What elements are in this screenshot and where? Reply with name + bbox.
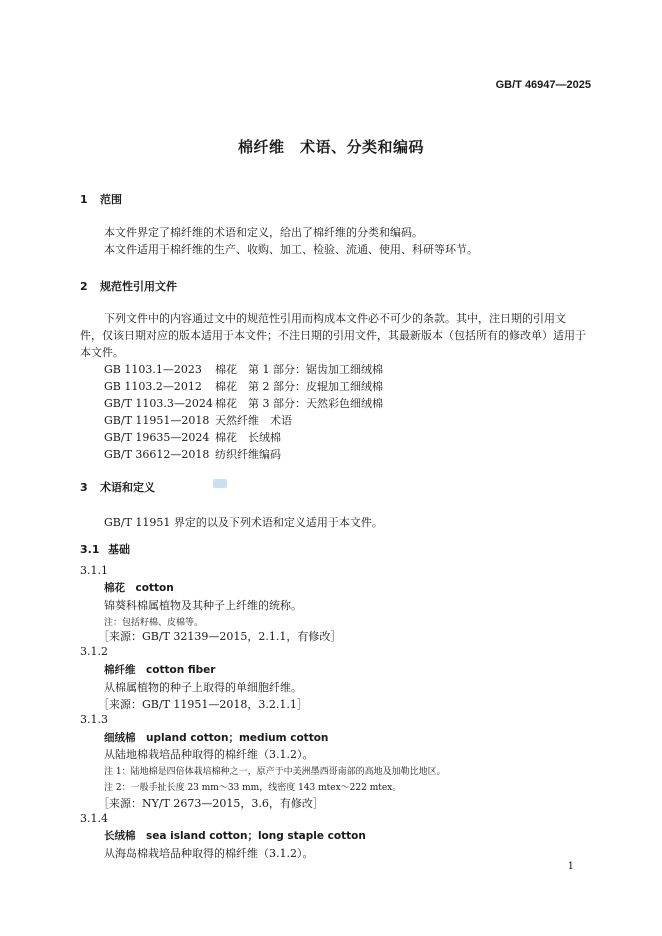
subsection-number: 3.1	[80, 543, 100, 556]
subsection-3-1-heading	[80, 541, 130, 557]
term-number: 3.1.3	[80, 713, 108, 726]
document-title: 棉纤维 术语、分类和编码	[237, 138, 424, 156]
reference-code: GB/T 11951—2018	[104, 414, 210, 427]
reference-item	[104, 378, 383, 394]
references-intro-line-2: 件，仅该日期对应的版本适用于本文件；不注日期的引用文件，其最新版本（包括所有的修改单）适用于	[80, 329, 586, 342]
reference-item	[104, 361, 383, 377]
reference-code: GB 1103.1—2023	[104, 363, 202, 376]
term-definition: 锦葵科棉属植物及其种子上纤维的统称。	[104, 599, 302, 612]
subsection-title: 基础	[108, 543, 130, 556]
term-note: 注 2：一般手扯长度 23 mm～33 mm，线密度 143 mtex～222 mtex。	[104, 783, 402, 793]
term-source: ［来源：GB/T 32139—2015，2.1.1，有修改］	[98, 630, 342, 643]
term-heading: 长绒棉 sea island cotton；long staple cotton	[104, 830, 366, 842]
references-intro-line-1: 下列文件中的内容通过文中的规范性引用而构成本文件必不可少的条款。其中，注日期的引用文	[104, 312, 566, 325]
section-3-heading	[80, 479, 155, 495]
reference-title: 纺织纤维编码	[215, 448, 281, 461]
reference-item	[104, 395, 383, 411]
section-number: 1	[80, 193, 88, 206]
term-heading: 细绒棉 upland cotton；medium cotton	[104, 732, 329, 744]
standard-code: GB/T 46947—2025	[495, 79, 591, 91]
section-number: 3	[80, 481, 88, 494]
reference-item	[104, 446, 281, 462]
scope-paragraph-1: 本文件界定了棉纤维的术语和定义，给出了棉纤维的分类和编码。	[104, 226, 423, 239]
term-note: 注 1：陆地棉是四倍体栽培棉种之一，原产于中美洲墨西哥南部的高地及加勒比地区。	[104, 767, 446, 777]
term-number: 3.1.2	[80, 645, 108, 658]
reference-title: 棉花 第 1 部分：锯齿加工细绒棉	[215, 363, 383, 376]
reference-code: GB/T 36612—2018	[104, 448, 210, 461]
reference-code: GB/T 1103.3—2024	[104, 397, 213, 410]
reference-title: 棉花 长绒棉	[215, 431, 281, 444]
section-title: 范围	[100, 193, 122, 206]
terms-intro: GB/T 11951 界定的以及下列术语和定义适用于本文件。	[104, 516, 383, 529]
term-definition: 从棉属植物的种子上取得的单细胞纤维。	[104, 681, 302, 694]
term-heading: 棉纤维 cotton fiber	[104, 664, 216, 676]
term-definition: 从海岛棉栽培品种取得的棉纤维（3.1.2）。	[104, 847, 314, 860]
scope-paragraph-2: 本文件适用于棉纤维的生产、收购、加工、检验、流通、使用、科研等环节。	[104, 243, 478, 256]
watermark-logo	[213, 479, 227, 488]
term-heading: 棉花 cotton	[104, 582, 174, 594]
reference-code: GB/T 19635—2024	[104, 431, 210, 444]
reference-code: GB 1103.2—2012	[104, 380, 202, 393]
term-note: 注：包括籽棉、皮棉等。	[104, 618, 204, 628]
references-intro-line-3: 本文件。	[80, 346, 124, 359]
section-2-heading	[80, 278, 177, 294]
section-title: 规范性引用文件	[100, 280, 177, 293]
page-number: 1	[567, 861, 574, 872]
reference-item	[104, 412, 292, 428]
term-number: 3.1.4	[80, 812, 108, 825]
reference-title: 天然纤维 术语	[215, 414, 292, 427]
section-number: 2	[80, 280, 88, 293]
section-title: 术语和定义	[100, 481, 155, 494]
reference-item	[104, 429, 281, 445]
section-1-heading	[80, 191, 122, 207]
term-definition: 从陆地棉栽培品种取得的棉纤维（3.1.2）。	[104, 748, 314, 761]
reference-title: 棉花 第 2 部分：皮辊加工细绒棉	[215, 380, 383, 393]
term-source: ［来源：GB/T 11951—2018，3.2.1.1］	[98, 698, 308, 711]
term-source: ［来源：NY/T 2673—2015，3.6，有修改］	[98, 797, 324, 810]
term-number: 3.1.1	[80, 564, 108, 577]
reference-title: 棉花 第 3 部分：天然彩色细绒棉	[215, 397, 383, 410]
